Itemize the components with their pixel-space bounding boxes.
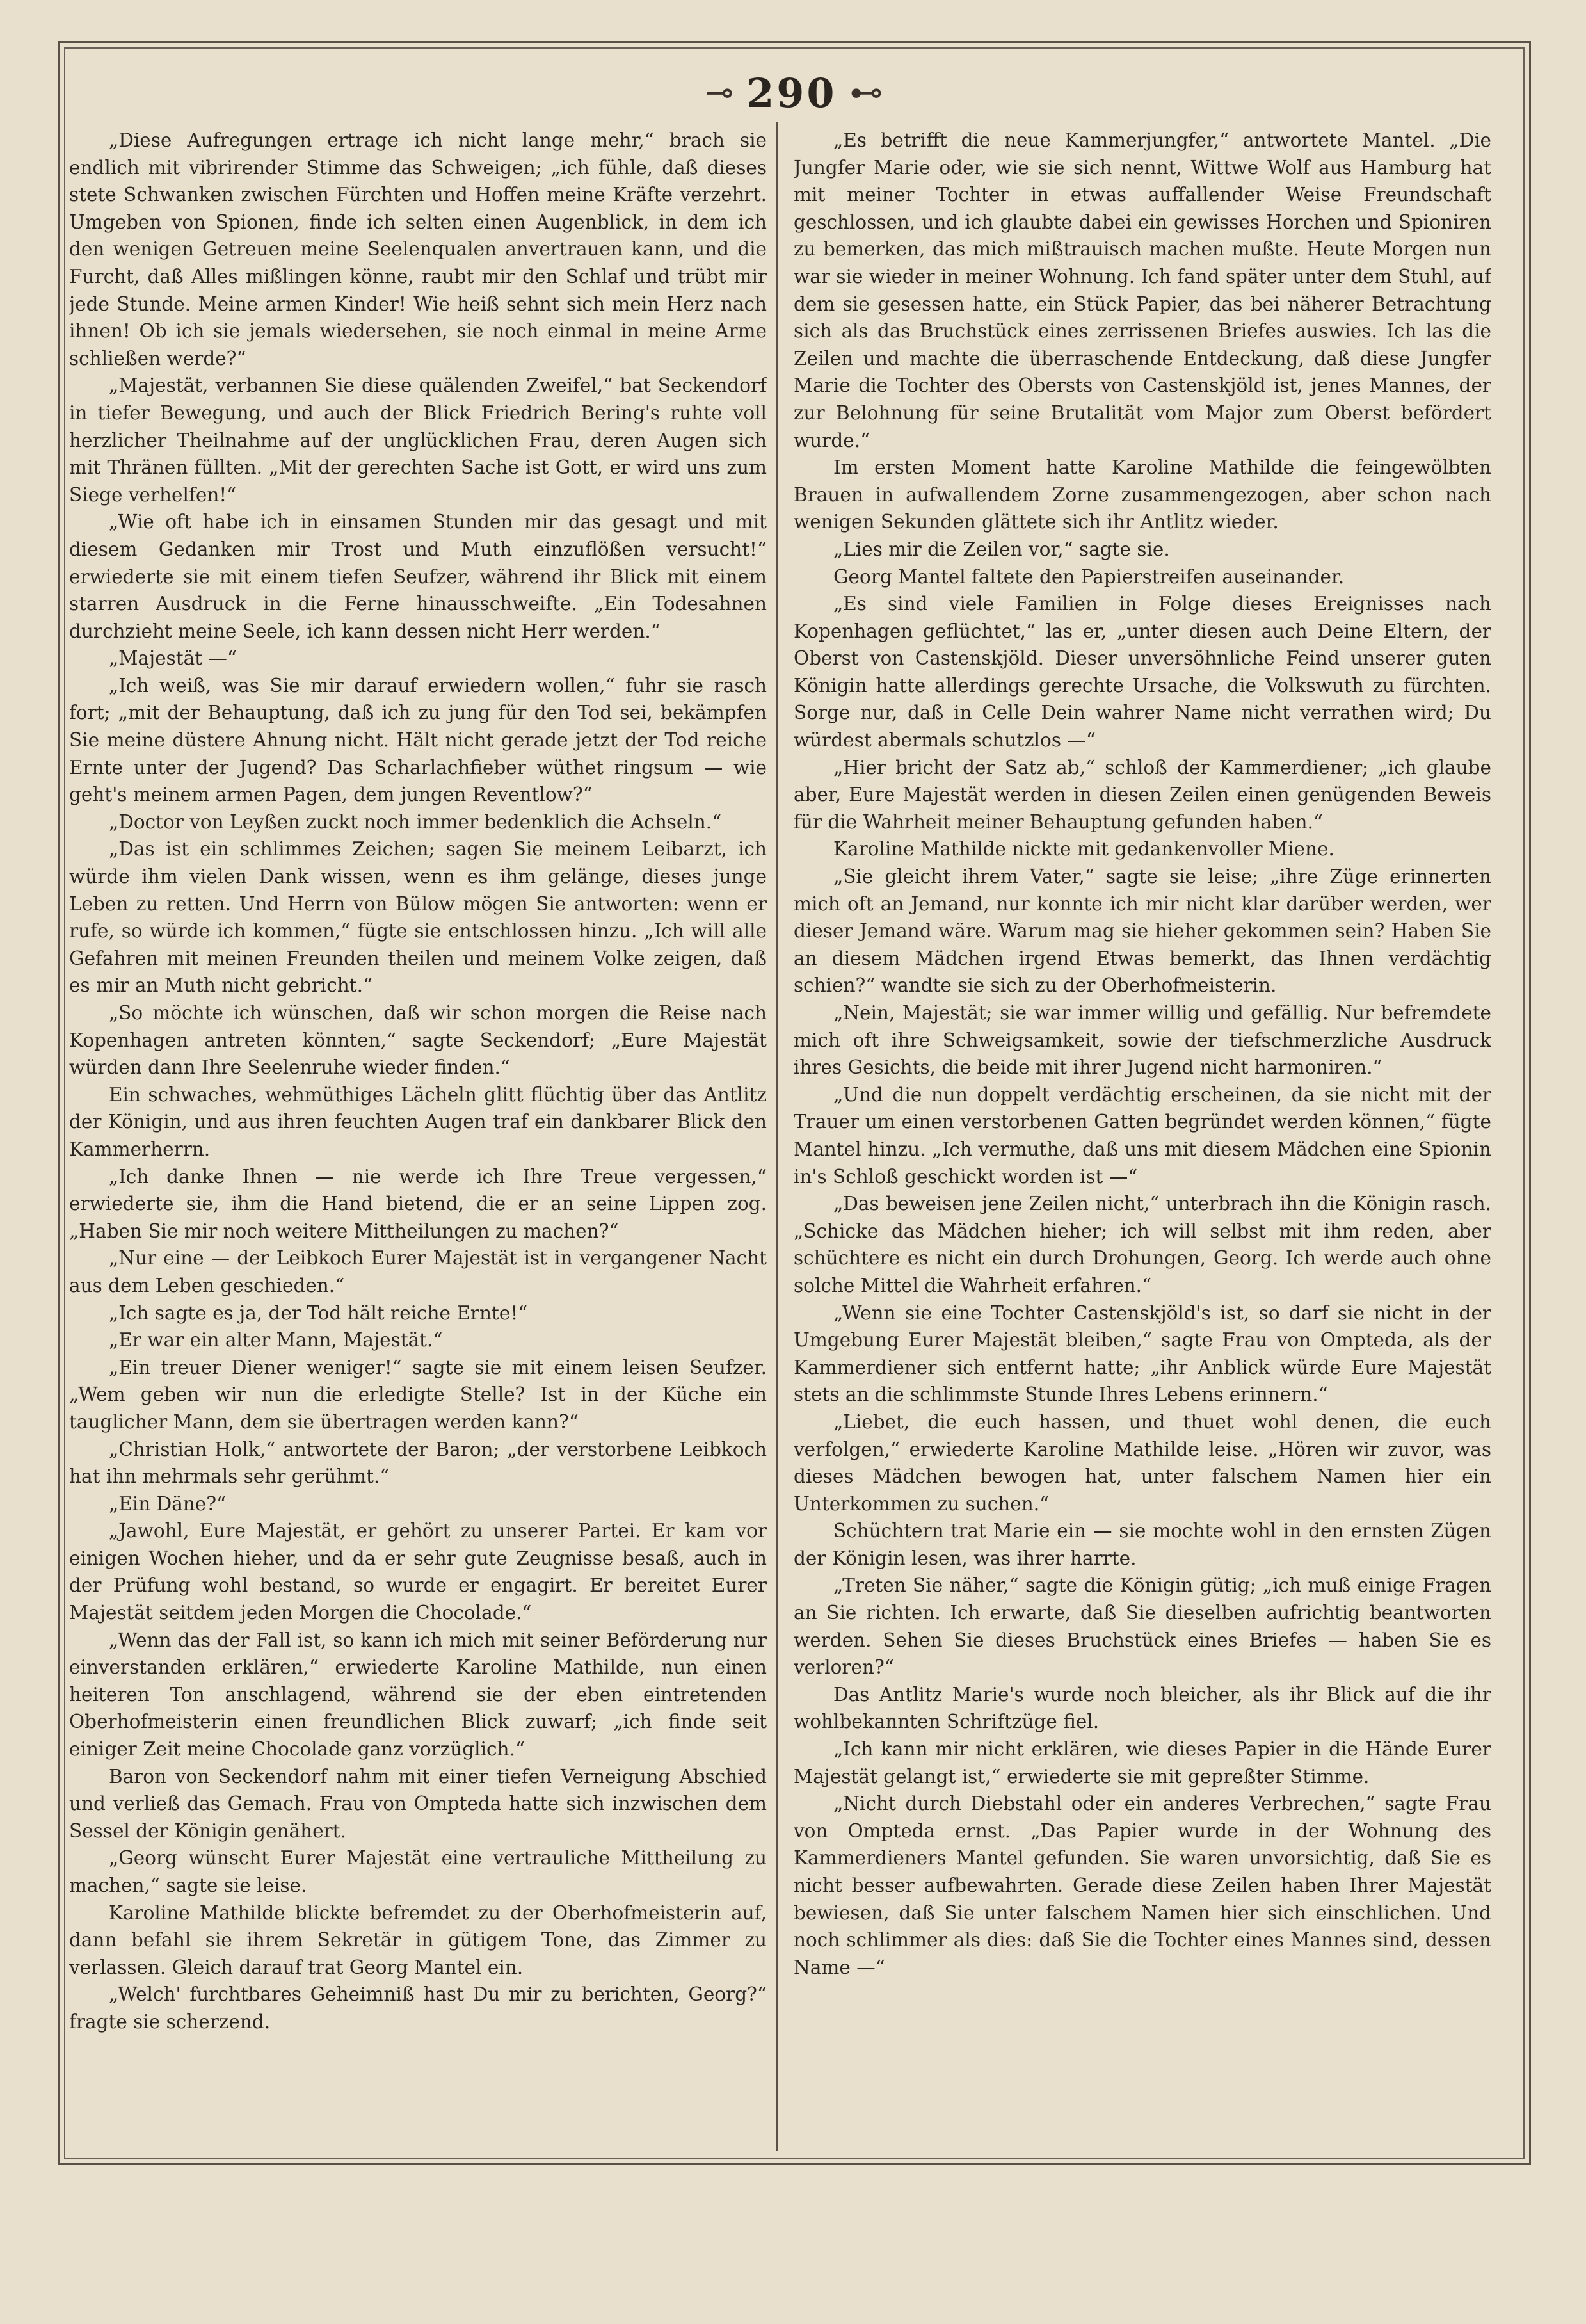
paragraph: „Doctor von Leyßen zuckt noch immer bedenklich die Achseln.“ bbox=[108, 811, 722, 833]
page-header bbox=[58, 64, 1531, 122]
paragraph: „Wie oft habe ich in einsamen Stunden mir das gesagt und mit diesem Gedanken mir Trost und Muth einzuflößen versucht!“ erwiederte sie mit einem tiefen Seufzer, während ihr Blick mit einem starren Ausdruck in die Ferne hinausschweifte. „Ein Todesahnen durchzieht meine Seele, ich kann dessen nicht Herr werden.“ bbox=[69, 511, 767, 642]
right-column bbox=[794, 127, 1491, 2143]
paragraph: Georg Mantel faltete den Papierstreifen auseinander. bbox=[833, 565, 1345, 588]
paragraph: „Das ist ein schlimmes Zeichen; sagen Sie meinem Leibarzt, ich würde ihm vielen Dank wissen, wenn es ihm gelänge, dieses junge Leben zu retten. Und Herrn von Bülow mögen Sie antworten: wenn er rufe, so würde ich kommen,“ fügte sie entschlossen hinzu. „Ich will alle Gefahren mit meinen Freunden theilen und meinem Volke zeigen, daß es mir an Muth nicht gebricht.“ bbox=[69, 838, 767, 997]
paragraph: Schüchtern trat Marie ein — sie mochte wohl in den ernsten Zügen der Königin lesen, was ihrer harrte. bbox=[794, 1520, 1491, 1569]
paragraph: „Majestät, verbannen Sie diese quälenden Zweifel,“ bat Seckendorf in tiefer Bewegung, und auch der Blick Friedrich Bering's ruhte voll herzlicher Theilnahme auf der unglücklichen Frau, deren Augen sich mit Thränen füllten. „Mit der gerechten Sache ist Gott, er wird uns zum Siege verhelfen!“ bbox=[69, 375, 767, 506]
paragraph: „Ich danke Ihnen — nie werde ich Ihre Treue vergessen,“ erwiederte sie, ihm die Hand bietend, die er an seine Lippen zog. „Haben Sie mir noch weitere Mittheilungen zu machen?“ bbox=[69, 1165, 767, 1242]
paragraph: „Majestät —“ bbox=[108, 647, 237, 670]
paragraph: „Ich sagte es ja, der Tod hält reiche Ernte!“ bbox=[108, 1302, 528, 1324]
paragraph: „Georg wünscht Eurer Majestät eine vertrauliche Mittheilung zu machen,“ sagte sie leise. bbox=[69, 1847, 767, 1896]
paragraph: „Er war ein alter Mann, Majestät.“ bbox=[108, 1329, 443, 1352]
paragraph: „Und die nun doppelt verdächtig erscheinen, da sie nicht mit der Trauer um einen verstorbenen Gatten begründet werden können,“ fügte Mantel hinzu. „Ich vermuthe, daß uns mit diesem Mädchen eine Spionin in's Schloß geschickt worden ist —“ bbox=[794, 1083, 1491, 1188]
paragraph: „Wenn das der Fall ist, so kann ich mich mit seiner Beförderung nur einverstanden erklären,“ erwiederte Karoline Mathilde, nun einen heiteren Ton anschlagend, während sie der eben eintretenden Oberhofmeisterin einen freundlichen Blick zuwarf; „ich finde seit einiger Zeit meine Chocolade ganz vorzüglich.“ bbox=[69, 1629, 767, 1761]
paragraph: „Ein treuer Diener weniger!“ sagte sie mit einem leisen Seufzer. „Wem geben wir nun die erledigte Stelle? Ist in der Küche ein tauglicher Mann, dem sie übertragen werden kann?“ bbox=[69, 1356, 767, 1433]
paragraph: Karoline Mathilde blickte befremdet zu der Oberhofmeisterin auf, dann befahl sie ihrem Sekretär in gütigem Tone, das Zimmer zu verlassen. Gleich darauf trat Georg Mantel ein. bbox=[69, 1901, 767, 1978]
paragraph: Das Antlitz Marie's wurde noch bleicher, als ihr Blick auf die ihr wohlbekannten Schriftzüge fiel. bbox=[794, 1683, 1491, 1733]
paragraph: „So möchte ich wünschen, daß wir schon morgen die Reise nach Kopenhagen antreten könnten,“ sagte Seckendorf; „Eure Majestät würden dann Ihre Seelenruhe wieder finden.“ bbox=[69, 1002, 767, 1079]
paragraph: „Hier bricht der Satz ab,“ schloß der Kammerdiener; „ich glaube aber, Eure Majestät werden in diesen Zeilen einen genügenden Beweis für die Wahrheit meiner Behauptung gefunden haben.“ bbox=[794, 756, 1491, 833]
paragraph: „Ich kann mir nicht erklären, wie dieses Papier in die Hände Eurer Majestät gelangt ist,“ erwiederte sie mit gepreßter Stimme. bbox=[794, 1738, 1491, 1787]
paragraph: Baron von Seckendorf nahm mit einer tiefen Verneigung Abschied und verließ das Gemach. Frau von Ompteda hatte sich inzwischen dem Sessel der Königin genähert. bbox=[69, 1765, 767, 1842]
left-column bbox=[69, 127, 767, 2143]
paragraph: „Es betrifft die neue Kammerjungfer,“ antwortete Mantel. „Die Jungfer Marie oder, wie sie sich nennt, Wittwe Wolf aus Hamburg hat mit meiner Tochter in etwas auffallender Weise Freundschaft geschlossen, und ich glaubte dabei ein gewisses Horchen und Spioniren zu bemerken, das mich mißtrauisch machen mußte. Heute Morgen nun war sie wieder in meiner Wohnung. Ich fand später unter dem Stuhl, auf dem sie gesessen hatte, ein Stück Papier, das bei näherer Betrachtung sich als das Bruchstück eines zerrissenen Briefes auswies. Ich las die Zeilen und machte die überraschende Entdeckung, daß diese Jungfer Marie die Tochter des Obersts von Castenskjöld ist, jenes Mannes, der zur Belohnung für seine Brutalität vom Major zum Oberst befördert wurde.“ bbox=[794, 129, 1491, 451]
paragraph: „Ein Däne?“ bbox=[108, 1492, 227, 1515]
paragraph: „Lies mir die Zeilen vor,“ sagte sie. bbox=[833, 538, 1170, 560]
paragraph: „Es sind viele Familien in Folge dieses Ereignisses nach Kopenhagen geflüchtet,“ las er, „unter diesen auch Deine Eltern, der Oberst von Castenskjöld. Dieser unversöhnliche Feind unserer guten Königin hatte allerdings gerechte Ursache, die Volkswuth zu fürchten. Sorge nur, daß in Celle Dein wahrer Name nicht verrathen wird; Du würdest abermals schutzlos —“ bbox=[794, 593, 1491, 752]
paragraph: „Nein, Majestät; sie war immer willig und gefällig. Nur befremdete mich oft ihre Schweigsamkeit, sowie der tiefschmerzliche Ausdruck ihres Gesichts, die beide mit ihrer Jugend nicht harmoniren.“ bbox=[794, 1002, 1491, 1079]
ornament-right: ⊷ bbox=[849, 74, 883, 112]
paragraph: Karoline Mathilde nickte mit gedankenvoller Miene. bbox=[833, 838, 1334, 860]
paragraph: „Liebet, die euch hassen, und thuet wohl denen, die euch verfolgen,“ erwiederte Karoline Mathilde leise. „Hören wir zuvor, was dieses Mädchen bewogen hat, unter falschem Namen hier ein Unterkommen zu suchen.“ bbox=[794, 1410, 1491, 1515]
paragraph: „Das beweisen jene Zeilen nicht,“ unterbrach ihn die Königin rasch. „Schicke das Mädchen hieher; ich will selbst mit ihm reden, aber schüchtere es nicht ein durch Drohungen, Georg. Ich werde auch ohne solche Mittel die Wahrheit erfahren.“ bbox=[794, 1193, 1491, 1296]
paragraph: „Christian Holk,“ antwortete der Baron; „der verstorbene Leibkoch hat ihn mehrmals sehr gerühmt.“ bbox=[69, 1438, 767, 1488]
paragraph: Im ersten Moment hatte Karoline Mathilde die feingewölbten Brauen in aufwallendem Zorne zusammengezogen, aber schon nach wenigen Sekunden glättete sich ihr Antlitz wieder. bbox=[794, 456, 1491, 533]
paragraph: „Wenn sie eine Tochter Castenskjöld's ist, so darf sie nicht in der Umgebung Eurer Majestät bleiben,“ sagte Frau von Ompteda, als der Kammerdiener sich entfernt hatte; „ihr Anblick würde Eure Majestät stets an die schlimmste Stunde Ihres Lebens erinnern.“ bbox=[794, 1302, 1491, 1406]
paragraph: Ein schwaches, wehmüthiges Lächeln glitt flüchtig über das Antlitz der Königin, und aus ihren feuchten Augen traf ein dankbarer Blick den Kammerherrn. bbox=[69, 1083, 767, 1160]
paragraph: „Diese Aufregungen ertrage ich nicht lange mehr,“ brach sie endlich mit vibrirender Stimme das Schweigen; „ich fühle, daß dieses stete Schwanken zwischen Fürchten und Hoffen meine Kräfte verzehrt. Umgeben von Spionen, finde ich selten einen Augenblick, in dem ich den wenigen Getreuen meine Seelenqualen anvertrauen kann, und die Furcht, daß Alles mißlingen könne, raubt mir den Schlaf und trübt mir jede Stunde. Meine armen Kinder! Wie heiß sehnt sich mein Herz nach ihnen! Ob ich sie jemals wiedersehen, sie noch einmal in meine Arme schließen werde?“ bbox=[69, 129, 767, 369]
ornament-left: ⊸ bbox=[705, 74, 734, 112]
page-number: 290 bbox=[746, 69, 837, 117]
paragraph: „Sie gleicht ihrem Vater,“ sagte sie leise; „ihre Züge erinnerten mich oft an Jemand, nur konnte ich mir nicht klar darüber werden, wer dieser Jemand wäre. Warum mag sie hieher gekommen sein? Haben Sie an diesem Mädchen irgend Etwas bemerkt, das Ihnen verdächtig schien?“ wandte sie sich zu der Oberhofmeisterin. bbox=[794, 866, 1491, 997]
paragraph: „Nur eine — der Leibkoch Eurer Majestät ist in vergangener Nacht aus dem Leben geschieden.“ bbox=[69, 1247, 767, 1296]
paragraph: „Welch' furchtbares Geheimniß hast Du mir zu berichten, Georg?“ fragte sie scherzend. bbox=[69, 1983, 767, 2033]
paragraph: „Ich weiß, was Sie mir darauf erwiedern wollen,“ fuhr sie rasch fort; „mit der Behauptung, daß ich zu jung für den Tod sei, bekämpfen Sie meine düstere Ahnung nicht. Hält nicht gerade jetzt der Tod reiche Ernte unter der Jugend? Das Scharlachfieber wüthet ringsum — wie geht's meinem armen Pagen, dem jungen Reventlow?“ bbox=[69, 674, 767, 806]
paragraph: „Jawohl, Eure Majestät, er gehört zu unserer Partei. Er kam vor einigen Wochen hieher, und da er sehr gute Zeugnisse besaß, auch in der Prüfung wohl bestand, so wurde er engagirt. Er bereitet Eurer Majestät seitdem jeden Morgen die Chocolade.“ bbox=[69, 1520, 767, 1624]
paragraph: „Nicht durch Diebstahl oder ein anderes Verbrechen,“ sagte Frau von Ompteda ernst. „Das Papier wurde in der Wohnung des Kammerdieners Mantel gefunden. Sie waren unvorsichtig, daß Sie es nicht besser aufbewahrten. Gerade diese Zeilen haben Ihrer Majestät bewiesen, daß Sie unter falschem Namen hier sich einschlichen. Und noch schlimmer als dies: daß Sie die Tochter eines Mannes sind, dessen Name —“ bbox=[794, 1793, 1491, 1978]
column-divider bbox=[776, 122, 778, 2151]
paragraph: „Treten Sie näher,“ sagte die Königin gütig; „ich muß einige Fragen an Sie richten. Ich erwarte, daß Sie dieselben aufrichtig beantworten werden. Sehen Sie dieses Bruchstück eines Briefes — haben Sie es verloren?“ bbox=[794, 1574, 1491, 1679]
